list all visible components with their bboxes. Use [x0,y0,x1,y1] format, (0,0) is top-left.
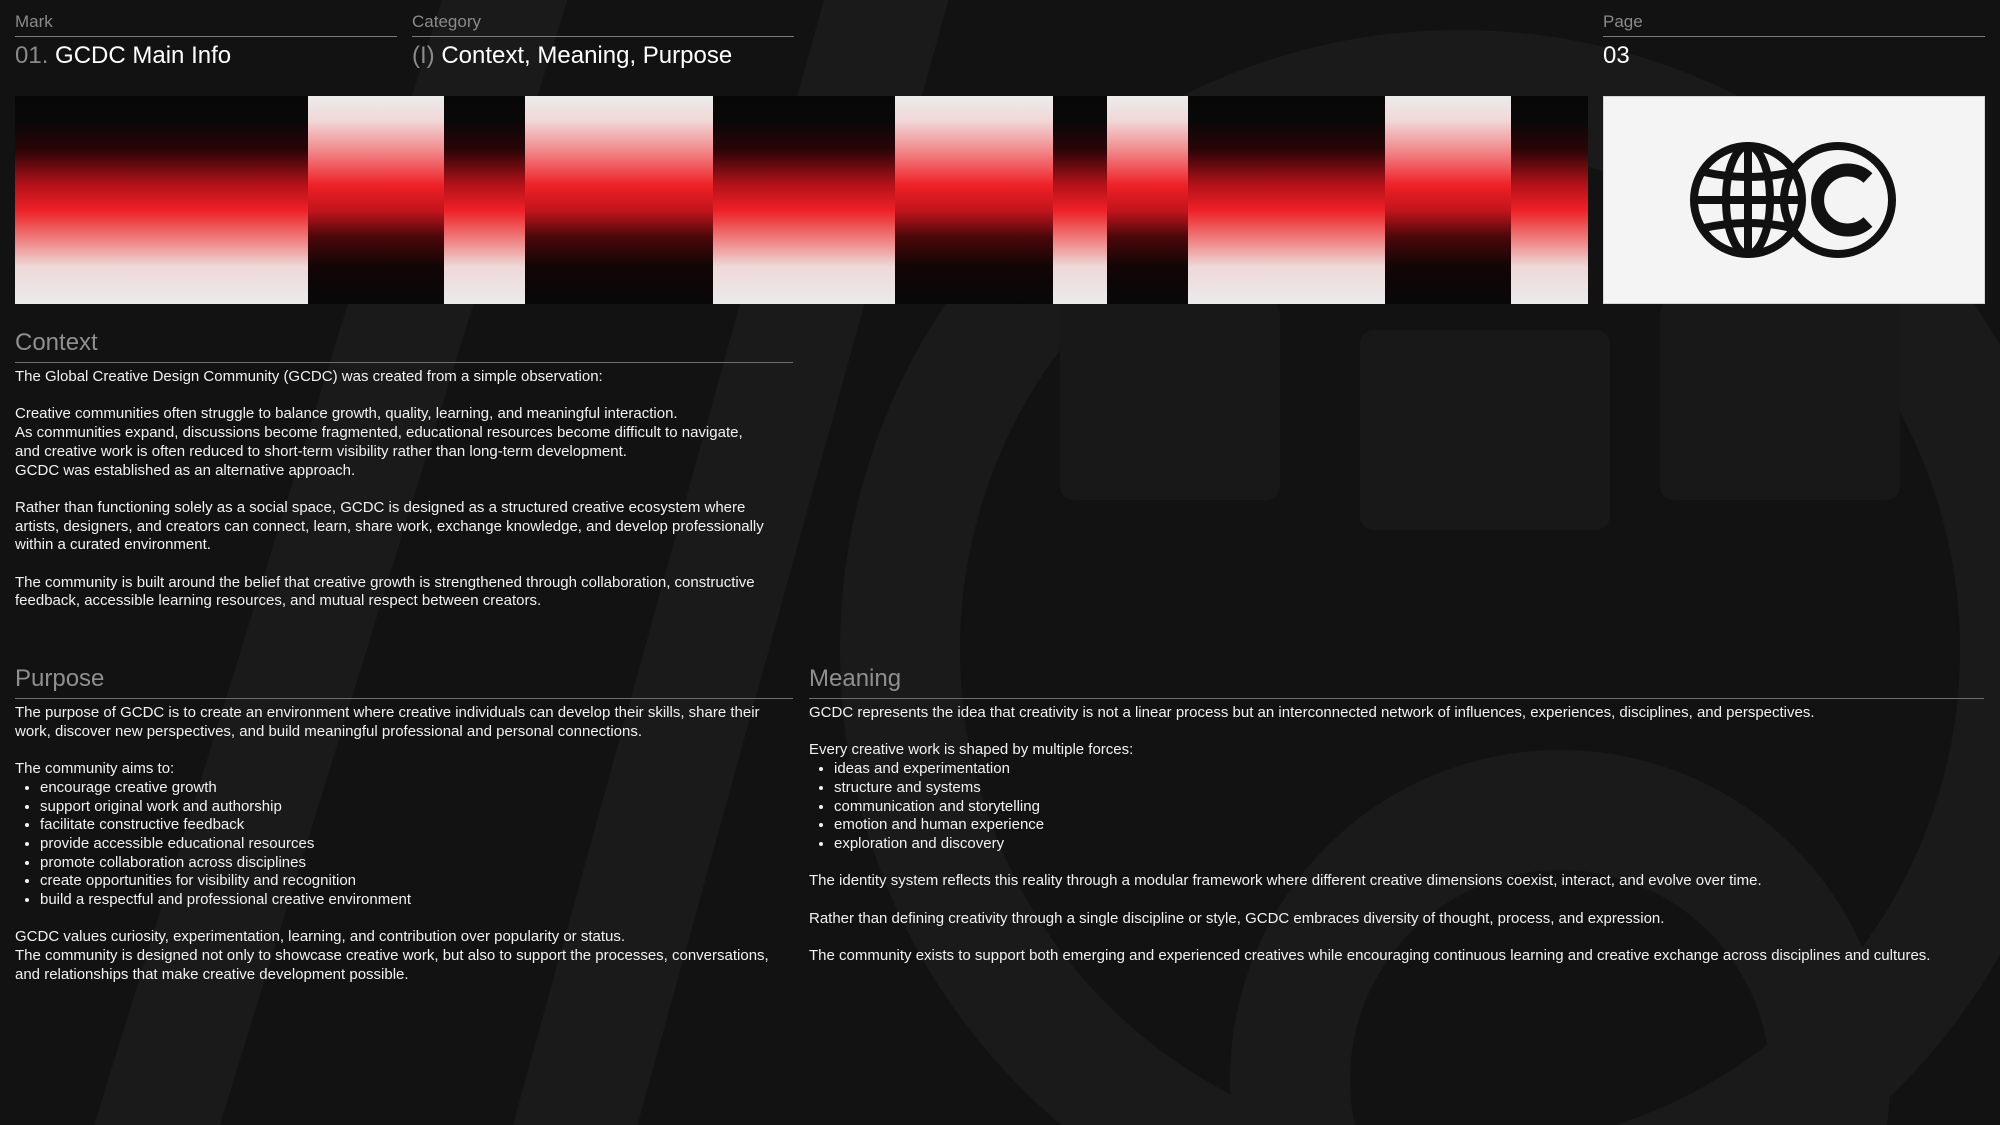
banner-bar [444,96,525,304]
meaning-paragraph: The identity system reflects this reality through a modular framework where different creative dimensions coexist, interact, and evolve over time. [809,872,1762,890]
category-value [412,41,794,71]
header-page [1603,10,1985,71]
list-item: • facilitate constructive feedback [40,816,793,835]
banner-bar [525,96,713,304]
list-item: • communication and storytelling [834,798,1984,817]
context-paragraph: The community is built around the belief that creative growth is strengthened through collaboration, constructive feedback, accessible learning resources, and mutual respect between creators. [15,573,755,610]
list-item: • promote collaboration across disciplines [40,854,793,873]
purpose-aims-intro: The community aims to: [15,760,175,778]
list-item: • build a respectful and professional creative environment [40,891,793,910]
purpose-line: The community is designed not only to showcase creative work, but also to support the processes, conversations, and relationships that make creative development possible. [15,947,769,983]
banner-bar [15,96,308,304]
purpose-paragraph: The purpose of GCDC is to create an environment where creative individuals can develop their skills, share their work, discover new perspectives, and build meaningful professional and personal connections. [15,704,760,740]
purpose-body [15,704,793,985]
banner-bar [1107,96,1188,304]
context-body [15,368,793,611]
list-item: • structure and systems [834,779,1984,798]
list-item: • create opportunities for visibility and recognition [40,872,793,891]
list-item: • ideas and experimentation [834,760,1984,779]
meaning-forces-list [809,760,1984,854]
mark-label: Mark [15,12,53,31]
context-line: Creative communities often struggle to balance growth, quality, learning, and meaningful interaction. [15,405,678,423]
globe-copyright-logo-icon [1690,138,1898,262]
list-item: • provide accessible educational resources [40,835,793,854]
list-item: • emotion and human experience [834,816,1984,835]
context-line: GCDC was established as an alternative approach. [15,461,356,479]
category-title: Context, Meaning, Purpose [441,42,733,69]
header-category [412,10,794,71]
banner-bar [713,96,895,304]
banner-bar [1511,96,1588,304]
category-label: Category [412,12,481,31]
banner-bar [1188,96,1385,304]
meaning-title: Meaning [809,664,1984,699]
meaning-body [809,704,1984,966]
context-section [15,328,793,611]
list-item: • support original work and authorship [40,798,793,817]
banner-bar [308,96,444,304]
purpose-aims-list [15,779,793,910]
context-paragraph [15,405,793,480]
header-divider [1603,36,1985,37]
context-line: and creative work is often reduced to short-term visibility rather than long-term development. [15,442,627,460]
header-divider [412,36,794,37]
mark-value [15,41,397,71]
banner-bar [895,96,1053,304]
logo-panel [1603,96,1985,304]
header-mark [15,10,397,71]
meaning-paragraph: Rather than defining creativity through a single discipline or style, GCDC embraces diversity of thought, process, and expression. [809,909,1665,927]
meaning-paragraph: The community exists to support both emerging and experienced creatives while encouraging continuous learning and creative exchange across disciplines and cultures. [809,947,1931,965]
banner-bar [1385,96,1511,304]
mark-title: GCDC Main Info [55,42,232,69]
page-label: Page [1603,12,1643,31]
purpose-section [15,664,793,985]
purpose-closing [15,928,793,984]
context-paragraph: Rather than functioning solely as a social space, GCDC is designed as a structured creative ecosystem where artists, designers, and creators can connect, learn, share work, exchange knowledge, and develop professionally within a curated environment. [15,498,764,554]
purpose-title: Purpose [15,664,793,699]
context-intro: The Global Creative Design Community (GCDC) was created from a simple observation: [15,368,603,385]
banner-bar [1053,96,1107,304]
context-line: As communities expand, discussions become fragmented, educational resources become difficult to navigate, [15,424,743,442]
meaning-paragraph: GCDC represents the idea that creativity is not a linear process but an interconnected network of influences, experiences, disciplines, and perspectives. [809,704,1815,721]
page-number: 03 [1603,42,1630,69]
meaning-forces-intro: Every creative work is shaped by multiple forces: [809,741,1134,759]
context-title: Context [15,328,793,363]
list-item: • encourage creative growth [40,779,793,798]
meaning-section [809,664,1984,966]
header-divider [15,36,397,37]
category-number: (I) [412,42,435,69]
list-item: • exploration and discovery [834,835,1984,854]
mark-number: 01. [15,42,49,69]
purpose-line: GCDC values curiosity, experimentation, learning, and contribution over popularity or status. [15,928,626,946]
gradient-banner [15,96,1588,304]
